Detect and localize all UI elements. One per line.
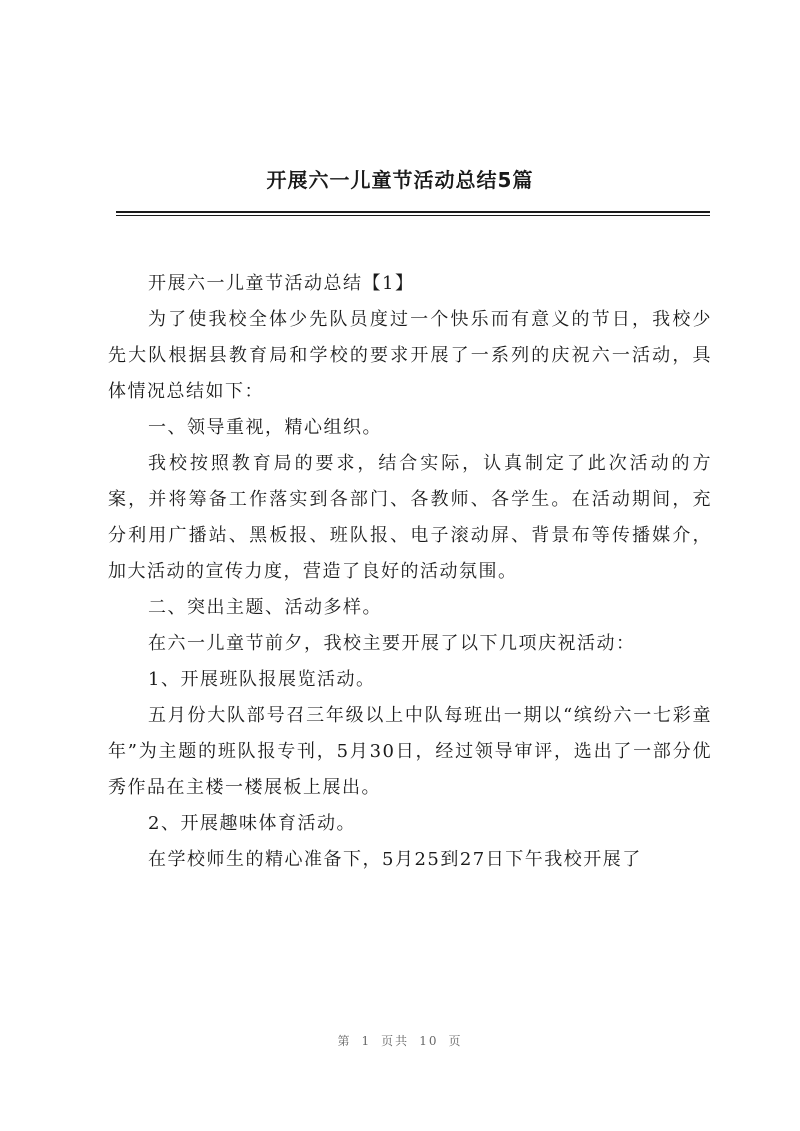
footer-suffix: 页 (448, 1034, 463, 1048)
heading-theme: 二、突出主题、活动多样。 (148, 597, 382, 618)
section-title: 开展六一儿童节活动总结【1】 (148, 273, 415, 294)
document-body (108, 266, 712, 878)
paragraph-newsletter-exhibit: 五月份大队部号召三年级以上中队每班出一期以“缤纷六一七彩童年”为主题的班队报专刊，5月30日，经过领导审评，选出了一部分优秀作品在主楼一楼展板上展出。 (108, 705, 712, 798)
page-footer (0, 1032, 800, 1049)
footer-total-pages: 10 (419, 1034, 439, 1048)
heading-newsletter-exhibit: 1、开展班队报展览活动。 (148, 669, 376, 690)
footer-prefix: 第 (337, 1034, 352, 1048)
heading-leadership: 一、领导重视，精心组织。 (148, 417, 382, 438)
paragraph-leadership: 我校按照教育局的要求，结合实际，认真制定了此次活动的方案，并将筹备工作落实到各部门、各教师、各学生。在活动期间，充分利用广播站、黑板报、班队报、电子滚动屏、背景布等传播媒介，加大活动的宣传力度，营造了良好的活动氛围。 (108, 453, 712, 582)
paragraph-sports: 在学校师生的精心准备下，5月25到27日下午我校开展了 (148, 849, 642, 870)
title-divider-thin (116, 215, 710, 216)
page-title: 开展六一儿童节活动总结5篇 (266, 168, 534, 192)
paragraph-activities-intro: 在六一儿童节前夕，我校主要开展了以下几项庆祝活动： (148, 633, 636, 654)
paragraph-intro: 为了使我校全体少先队员度过一个快乐而有意义的节日，我校少先大队根据县教育局和学校的要求开展了一系列的庆祝六一活动，具体情况总结如下： (108, 309, 712, 402)
footer-middle: 页共 (381, 1034, 410, 1048)
heading-sports: 2、开展趣味体育活动。 (148, 813, 356, 834)
footer-page-number: 1 (361, 1034, 372, 1048)
title-divider (116, 211, 710, 213)
